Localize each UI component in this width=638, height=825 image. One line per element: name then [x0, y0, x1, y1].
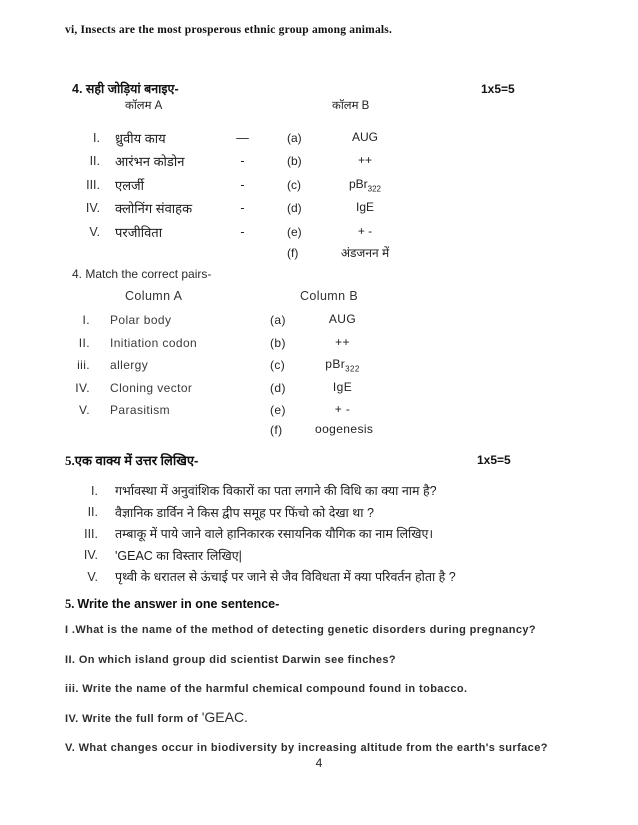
match-row [0, 244, 638, 261]
column-b-value: + - [357, 223, 373, 238]
row-numeral: V. [89, 224, 100, 239]
row-numeral: I. [91, 483, 98, 498]
match-dash: - [240, 224, 245, 239]
q5-english-heading: 5. Write the answer in one sentence- [65, 597, 280, 611]
option-letter: (d) [270, 380, 286, 395]
column-b-value: pBr$_{322}$ [348, 176, 382, 193]
column-b-value: + - [334, 402, 351, 417]
question-row [0, 545, 638, 567]
q5-hindi-heading: 5.एक वाक्य में उत्तर लिखिए- [65, 453, 199, 468]
row-numeral: II. [87, 505, 98, 520]
match-row [0, 220, 638, 244]
question-text: II. On which island group did scientist Darwin see finches? [65, 653, 397, 666]
row-numeral: iii. [77, 358, 90, 373]
column-a-item: एलर्जी [115, 177, 145, 193]
option-letter: (f) [270, 423, 283, 437]
match-row [0, 377, 638, 400]
row-numeral: IV. [83, 548, 98, 563]
column-b-header: Column B [300, 289, 359, 303]
column-a-item: Initiation codon [110, 335, 198, 350]
statement-vi: vi, Insects are the most prosperous ethnic group among animals. [65, 24, 393, 36]
page-number: 4 [315, 756, 323, 770]
question-text: V. What changes occur in biodiversity by increasing altitude from the earth's surface? [65, 742, 548, 754]
match-row [0, 309, 638, 332]
match-dash: - [240, 154, 245, 169]
column-b-header: कॉलम B [332, 100, 370, 112]
q5-english-questions [65, 621, 605, 769]
column-a-header: कॉलम A [125, 100, 163, 112]
row-numeral: II. [89, 154, 100, 169]
q4-hindi-rows [0, 126, 638, 261]
match-row [0, 150, 638, 174]
question-row [0, 480, 638, 502]
question-text: IV. Write the full form of 'GEAC. [65, 708, 248, 725]
question-row [0, 502, 638, 524]
row-numeral: V. [87, 569, 98, 584]
question-text: 'GEAC का विस्तार लिखिए| [115, 548, 242, 563]
column-b-value: AUG [328, 312, 357, 327]
column-b-value: IgE [355, 200, 374, 215]
q4-english-heading: 4. Match the correct pairs- [72, 267, 212, 281]
row-numeral: IV. [85, 201, 100, 216]
column-b-value: ++ [357, 153, 372, 168]
match-dash: - [240, 177, 245, 192]
column-a-item: क्लोनिंग संवाहक [115, 201, 193, 217]
option-letter: (e) [287, 224, 302, 239]
q5-marks: 1x5=5 [477, 453, 511, 467]
option-letter: (a) [270, 313, 286, 328]
column-b-value: IgE [332, 379, 353, 394]
q4-english-rows [0, 309, 638, 439]
option-letter: (a) [287, 130, 302, 145]
row-numeral: I. [82, 313, 90, 328]
q5-number: 5. [65, 597, 75, 611]
column-a-item: आरंभन कोडोन [115, 154, 185, 170]
column-a-item: allergy [110, 358, 149, 373]
question-text: गर्भावस्था में अनुवांशिक विकारों का पता लगाने की विधि का क्या नाम है? [115, 484, 437, 499]
match-row [0, 126, 638, 150]
question-text: पृथ्वी के धरातल से ऊंचाई पर जाने से जैव विविधता में क्या परिवर्तन होता है ? [115, 570, 456, 585]
option-letter: (c) [270, 358, 286, 373]
option-letter: (e) [270, 403, 286, 418]
column-a-item: परजीविता [115, 224, 163, 240]
q5-number: 5. [65, 453, 75, 468]
question-text: iii. Write the name of the harmful chemical compound found in tobacco. [65, 683, 468, 695]
match-row [0, 422, 638, 439]
question-text: वैज्ञानिक डार्विन ने किस द्वीप समूह पर फिंचो को देखा था ? [115, 505, 374, 520]
column-a-item: Parasitism [110, 403, 171, 418]
match-row [0, 354, 638, 377]
question-text: तम्बाकू में पाये जाने वाले हानिकारक रसायनिक यौगिक का नाम लिखिए। [115, 527, 434, 542]
row-numeral: III. [86, 177, 100, 192]
column-a-item: Cloning vector [110, 380, 193, 395]
column-a-item: ध्रुवीय काय [115, 130, 166, 146]
row-numeral: III. [84, 526, 98, 541]
match-row [0, 332, 638, 355]
q5-hindi-questions [0, 480, 638, 588]
option-letter: (c) [287, 177, 301, 192]
column-b-value: अंडजनन में [340, 245, 390, 260]
row-numeral: IV. [75, 380, 90, 395]
column-b-value: oogenesis [315, 421, 374, 436]
option-letter: (b) [287, 154, 302, 169]
match-dash: - [240, 201, 245, 216]
match-row [0, 173, 638, 197]
column-a-item: Polar body [110, 313, 172, 328]
question-row [0, 523, 638, 545]
row-numeral: I. [93, 130, 100, 145]
option-letter: (d) [287, 201, 302, 216]
q4-hindi-heading: 4. सही जोड़ियां बनाइए- [72, 82, 179, 96]
q4-marks: 1x5=5 [481, 82, 515, 96]
match-row [0, 197, 638, 221]
option-letter: (f) [287, 245, 299, 260]
column-b-value: ++ [335, 334, 350, 349]
question-text: I .What is the name of the method of detecting genetic disorders during pregnancy? [65, 624, 537, 636]
column-a-header: Column A [125, 289, 183, 303]
column-b-value: AUG [351, 129, 378, 144]
match-dash: — [236, 130, 249, 145]
column-b-value: pBr$_{322}$ [325, 357, 360, 374]
match-row [0, 399, 638, 422]
row-numeral: II. [78, 335, 90, 350]
question-row [0, 566, 638, 588]
option-letter: (b) [270, 335, 286, 350]
row-numeral: V. [78, 403, 90, 418]
